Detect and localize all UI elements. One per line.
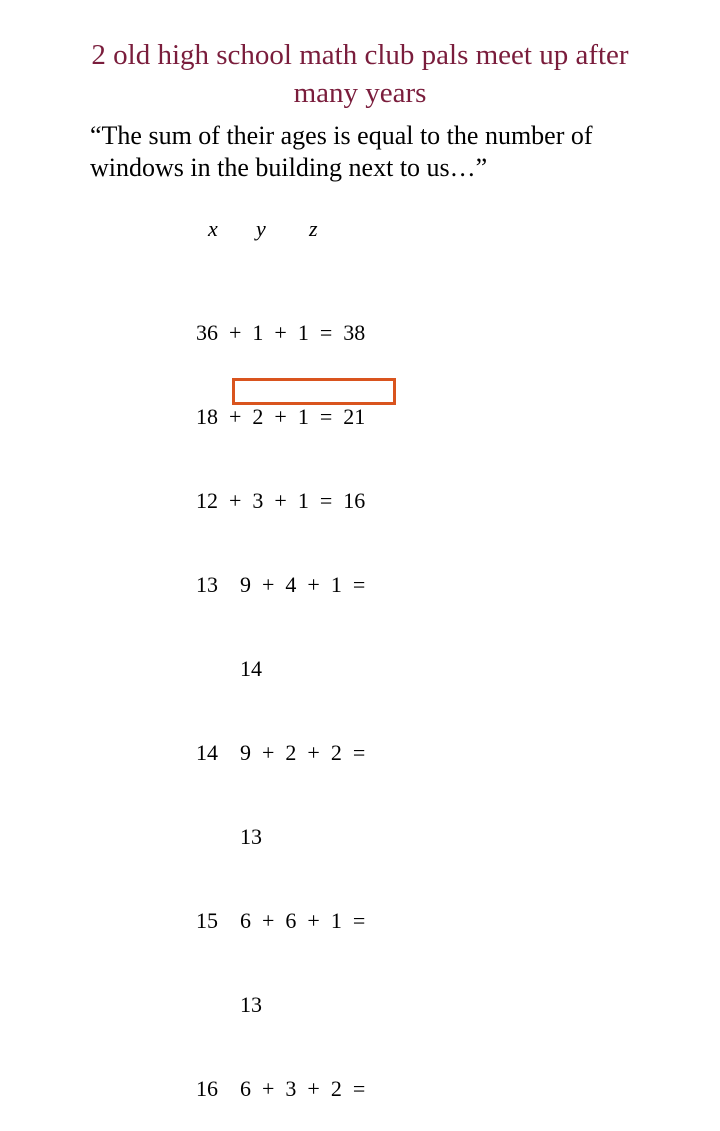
table-row: 13 — [196, 992, 262, 1017]
table-row: 18 + 2 + 1 = 21 — [196, 404, 366, 429]
table-row: 15 6 + 6 + 1 = — [196, 908, 366, 933]
table-row: 14 9 + 2 + 2 = — [196, 740, 366, 765]
header-y: y — [256, 216, 266, 241]
table-row: 36 + 1 + 1 = 38 — [196, 320, 366, 345]
table-row: 13 — [196, 824, 262, 849]
highlight-box — [232, 378, 396, 405]
header-x: x — [208, 216, 218, 241]
quote-text — [90, 120, 690, 184]
header-z: z — [309, 216, 318, 241]
quote-line-2: windows in the building next to us…” — [90, 153, 488, 182]
slide-title — [0, 36, 720, 112]
title-line-1: 2 old high school math club pals meet up after — [91, 39, 629, 71]
title-line-2: many years — [293, 77, 427, 109]
table-row: 16 6 + 3 + 2 = — [196, 1076, 366, 1101]
table-row: 12 + 3 + 1 = 16 — [196, 488, 366, 513]
table-row: 13 9 + 4 + 1 = — [196, 572, 366, 597]
quote-line-1: “The sum of their ages is equal to the number of — [90, 121, 593, 150]
table-row: 14 — [196, 656, 262, 681]
